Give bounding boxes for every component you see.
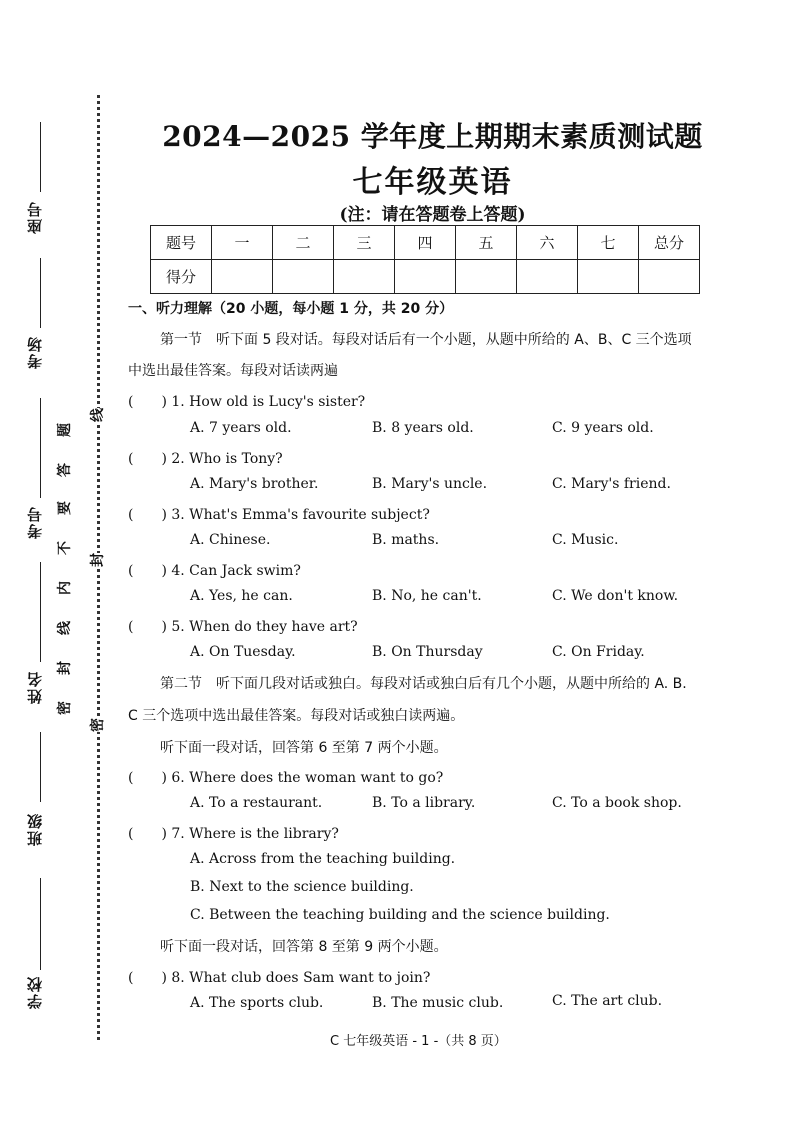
score-header-cell: 三 (334, 226, 395, 260)
question-1: ( ) 1. How old is Lucy's sister? (128, 394, 366, 410)
q2-option-b: B. Mary's uncle. (372, 476, 488, 492)
score-cell (334, 260, 395, 294)
question-2: ( ) 2. Who is Tony? (128, 451, 283, 467)
q2-option-c: C. Mary's friend. (552, 476, 671, 492)
seal-dotted-line (97, 95, 100, 1040)
part2-instructions: 第二节 听下面几段对话或独白。每段对话或独白后有几个小题，从题中所给的 A. B. (160, 676, 687, 692)
name-line (40, 562, 41, 662)
score-header-cell: 总分 (639, 226, 700, 260)
q5-option-a: A. On Tuesday. (190, 644, 296, 660)
score-header-cell: 六 (517, 226, 578, 260)
question-3: ( ) 3. What's Emma's favourite subject? (128, 507, 430, 523)
q1-option-c: C. 9 years old. (552, 420, 654, 436)
seal-char: 线 (87, 408, 107, 422)
seal-char: 密 (87, 718, 107, 732)
warning-char: 不 (57, 541, 73, 555)
score-cell (578, 260, 639, 294)
exam-room-line (40, 258, 41, 328)
q5-option-b: B. On Thursday (372, 644, 483, 660)
dialog-intro-6-7: 听下面一段对话，回答第 6 至第 7 两个小题。 (160, 740, 448, 756)
warning-char: 要 (57, 501, 73, 515)
part1-instructions: 第一节 听下面 5 段对话。每段对话后有一个小题，从题中所给的 A、B、C 三个选项 (160, 332, 692, 348)
q3-option-b: B. maths. (372, 532, 440, 548)
warning-char: 密 (57, 701, 73, 715)
q6-option-c: C. To a book shop. (552, 795, 682, 811)
score-row-label: 得分 (151, 260, 212, 294)
q8-option-a: A. The sports club. (190, 995, 324, 1011)
warning-char: 内 (57, 581, 73, 595)
q1-option-a: A. 7 years old. (190, 420, 292, 436)
school-label: 学校 (26, 975, 44, 1009)
score-header-cell: 二 (273, 226, 334, 260)
score-cell (212, 260, 273, 294)
class-label: 班级 (26, 812, 44, 846)
q6-option-a: A. To a restaurant. (190, 795, 323, 811)
seal-char: 封 (87, 553, 107, 567)
q8-option-b: B. The music club. (372, 995, 504, 1011)
score-table (150, 225, 700, 294)
q7-option-b: B. Next to the science building. (190, 879, 414, 895)
class-line (40, 732, 41, 802)
score-table-header-row (151, 226, 700, 260)
exam-no-line (40, 398, 41, 498)
q4-option-c: C. We don't know. (552, 588, 679, 604)
score-cell (456, 260, 517, 294)
dialog-intro-8-9: 听下面一段对话，回答第 8 至第 9 两个小题。 (160, 939, 448, 955)
q2-option-a: A. Mary's brother. (190, 476, 319, 492)
seat-label: 座号 (26, 200, 44, 234)
score-cell (517, 260, 578, 294)
score-cell (395, 260, 456, 294)
exam-note: (注：请在答题卷上答题) (339, 205, 526, 225)
q7-option-c: C. Between the teaching building and the science building. (190, 907, 610, 923)
seat-line (40, 122, 41, 192)
section-title: 一、听力理解（20 小题，每小题 1 分，共 20 分） (128, 301, 454, 317)
question-5: ( ) 5. When do they have art? (128, 619, 358, 635)
q1-option-b: B. 8 years old. (372, 420, 474, 436)
question-6: ( ) 6. Where does the woman want to go? (128, 770, 444, 786)
part2-instructions-cont: C 三个选项中选出最佳答案。每段对话或独白读两遍。 (128, 708, 465, 724)
q3-option-a: A. Chinese. (190, 532, 271, 548)
exam-no-label: 考号 (26, 505, 44, 539)
warning-char: 封 (57, 661, 73, 675)
q4-option-a: A. Yes, he can. (190, 588, 293, 604)
school-line (40, 878, 41, 970)
score-header-cell: 五 (456, 226, 517, 260)
score-table-row (151, 260, 700, 294)
q3-option-c: C. Music. (552, 532, 619, 548)
score-header-cell: 七 (578, 226, 639, 260)
question-4: ( ) 4. Can Jack swim? (128, 563, 301, 579)
score-header-cell: 一 (212, 226, 273, 260)
exam-title: 2024—2025 学年度上期期末素质测试题 (162, 120, 703, 153)
q4-option-b: B. No, he can't. (372, 588, 482, 604)
page-footer: C 七年级英语 - 1 -（共 8 页） (330, 1034, 507, 1049)
q5-option-c: C. On Friday. (552, 644, 645, 660)
q6-option-b: B. To a library. (372, 795, 476, 811)
part1-instructions-cont: 中选出最佳答案。每段对话读两遍 (128, 363, 338, 379)
warning-char: 线 (57, 621, 73, 635)
exam-room-label: 考场 (26, 335, 44, 369)
score-cell (639, 260, 700, 294)
warning-char: 答 (57, 463, 73, 477)
score-header-cell: 四 (395, 226, 456, 260)
q8-option-c: C. The art club. (552, 993, 663, 1009)
score-header-cell: 题号 (151, 226, 212, 260)
subject-title: 七年级英语 (352, 165, 513, 200)
question-7: ( ) 7. Where is the library? (128, 826, 339, 842)
score-cell (273, 260, 334, 294)
warning-char: 题 (57, 423, 73, 437)
name-label: 姓名 (26, 670, 44, 704)
q7-option-a: A. Across from the teaching building. (190, 851, 456, 867)
question-8: ( ) 8. What club does Sam want to join? (128, 970, 431, 986)
